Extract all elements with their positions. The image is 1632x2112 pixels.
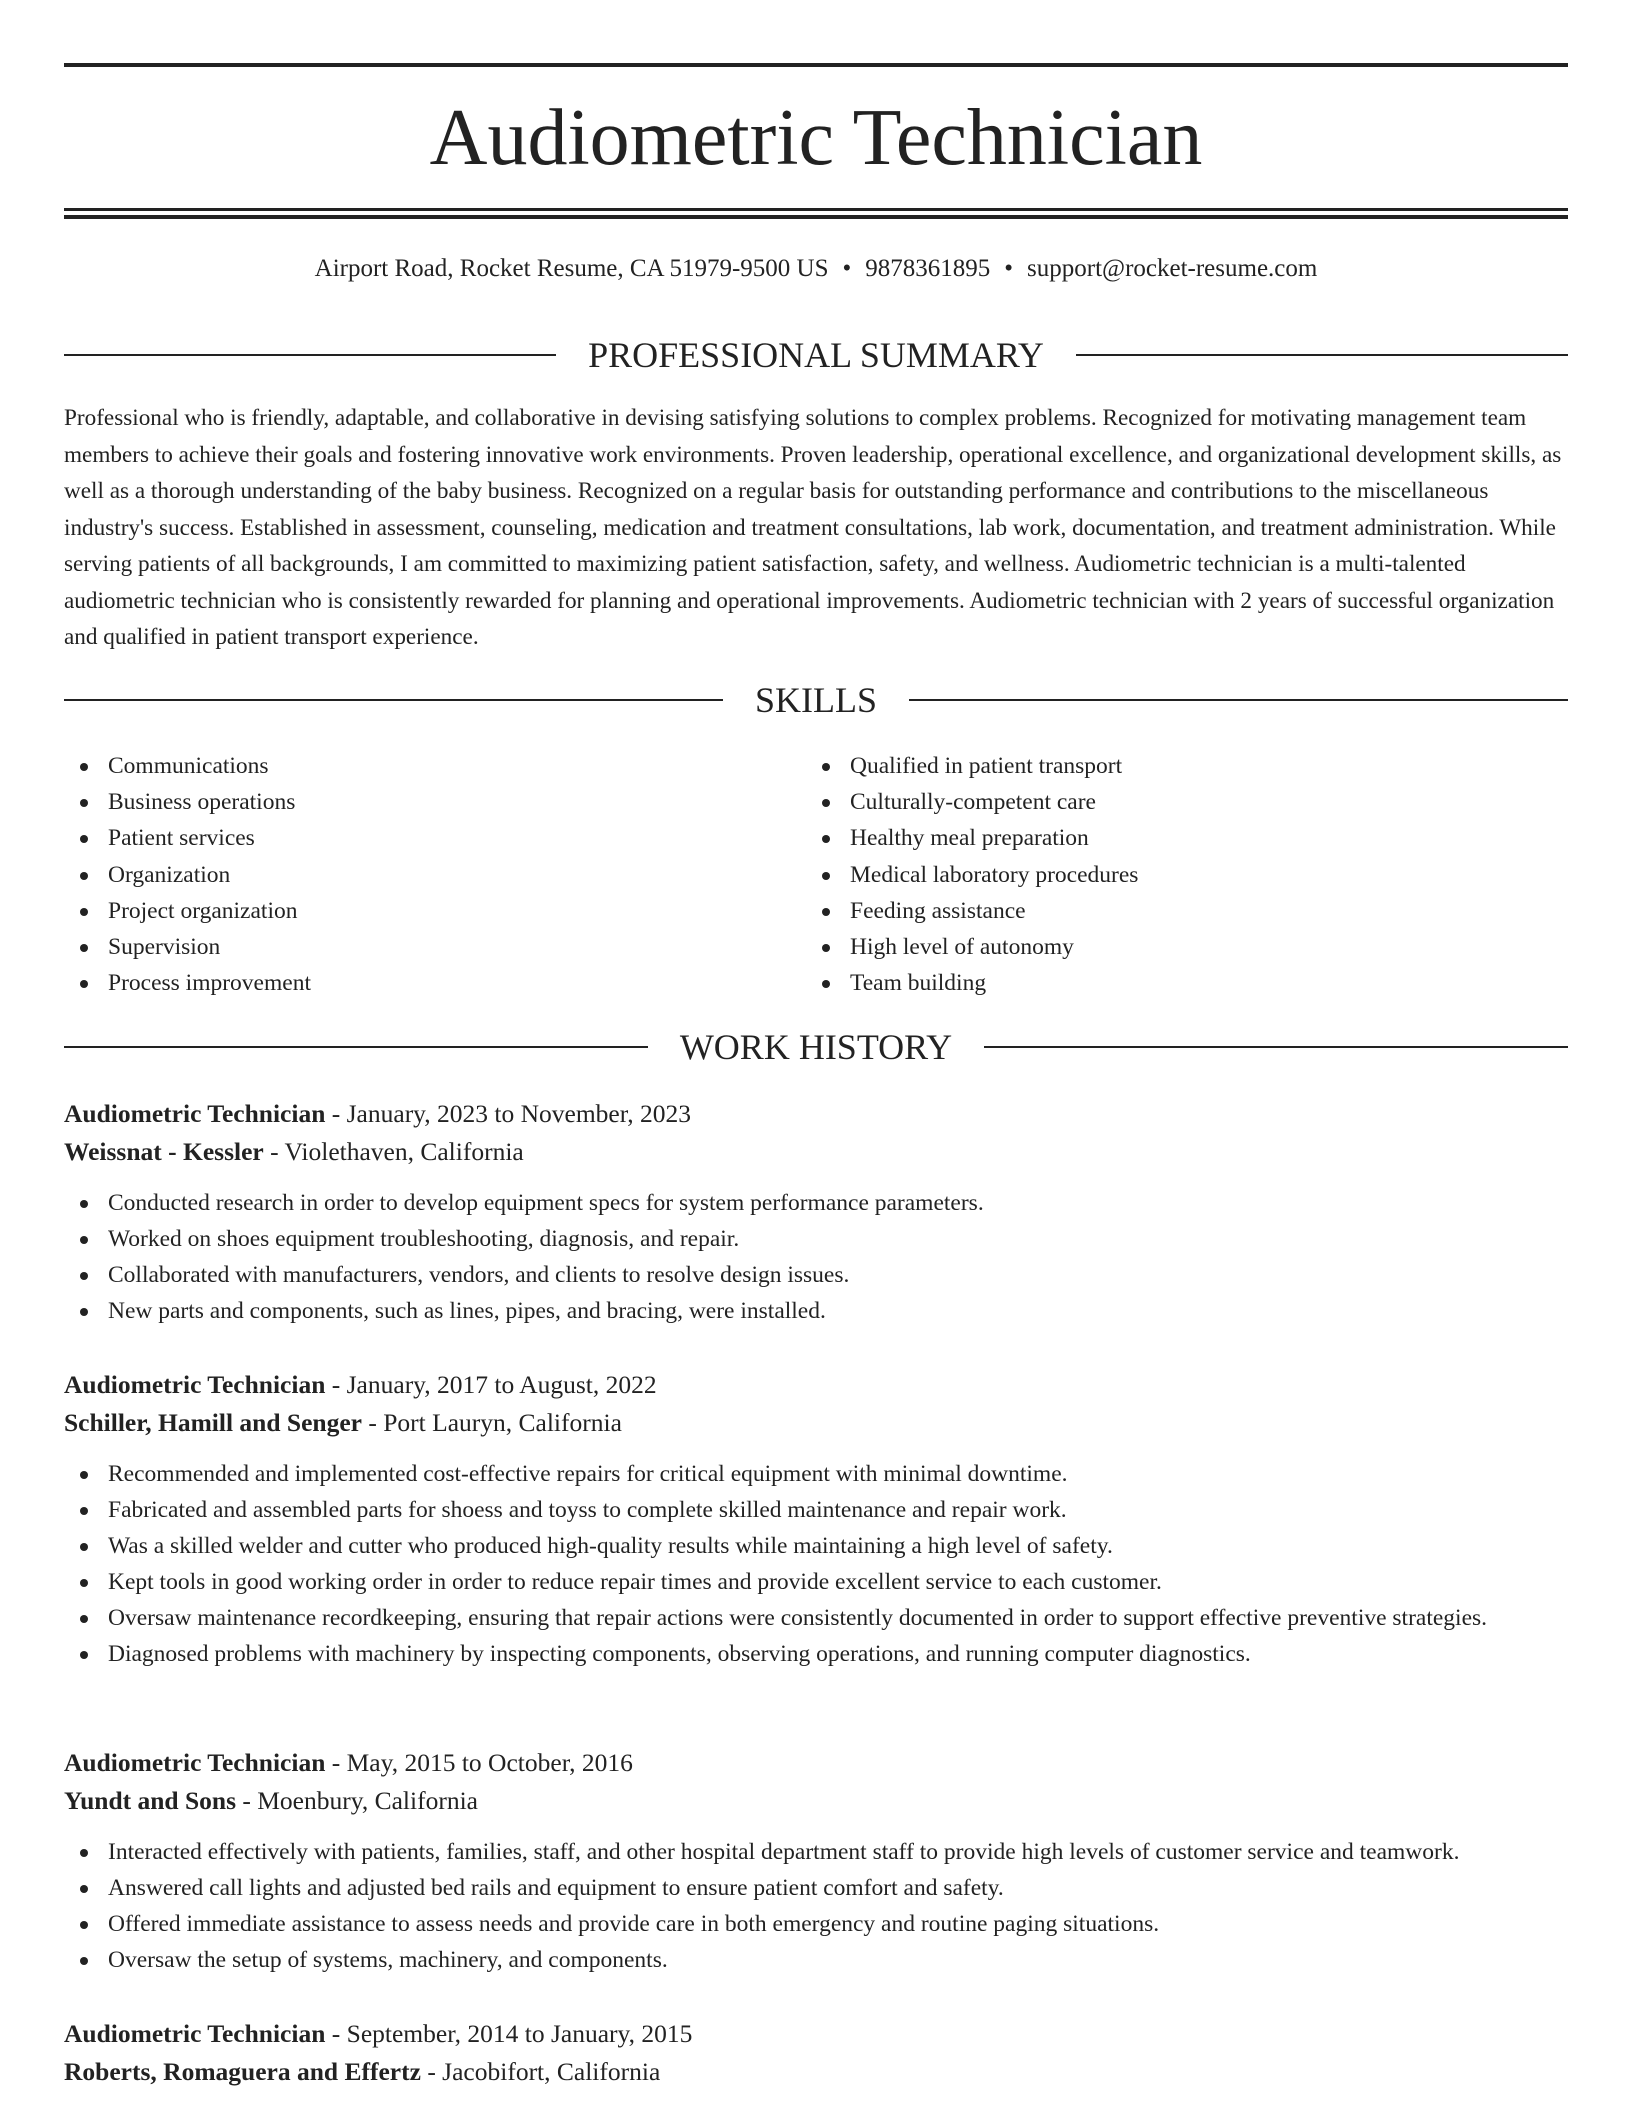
skills-list-left [64, 748, 764, 1001]
skill-item: Process improvement [64, 965, 764, 1001]
phone[interactable]: 9878361895 [865, 255, 991, 282]
job-bullet: Offered immediate assistance to assess needs and provide care in both emergency and routine paging situations. [64, 1906, 1568, 1942]
job-title-line [64, 1366, 1568, 1404]
job-title-line [64, 1095, 1568, 1133]
skills-list-right [806, 748, 1566, 1001]
job-bullet: Interacted effectively with patients, families, staff, and other hospital department staff to provide high levels of customer service and teamwork. [64, 1834, 1568, 1870]
skill-item: Project organization [64, 893, 764, 929]
job-bullets [64, 1456, 1568, 1672]
job-entry [64, 1366, 1568, 1672]
skill-item: Organization [64, 857, 764, 893]
job-bullet: Kept tools in good working order in order to reduce repair times and provide excellent service to each customer. [64, 1564, 1568, 1600]
job-company-line [64, 1133, 1568, 1171]
skill-item: Communications [64, 748, 764, 784]
job-company-line [64, 2053, 1568, 2091]
skill-item: Qualified in patient transport [806, 748, 1566, 784]
company-location: - Violethaven, California [263, 1137, 524, 1166]
job-dates: - January, 2017 to August, 2022 [325, 1370, 657, 1399]
skill-item: Supervision [64, 929, 764, 965]
skill-item: Medical laboratory procedures [806, 857, 1566, 893]
job-bullet: Was a skilled welder and cutter who produced high-quality results while maintaining a high level of safety. [64, 1528, 1568, 1564]
skill-item: Business operations [64, 784, 764, 820]
resume-name: Audiometric Technician [429, 94, 1203, 182]
summary-section-header [64, 333, 1568, 377]
divider [984, 1046, 1568, 1048]
job-bullet: New parts and components, such as lines, pipes, and bracing, were installed. [64, 1293, 1568, 1329]
work-history-section-header [64, 1025, 1568, 1069]
top-rule [64, 63, 1568, 67]
skill-item: Feeding assistance [806, 893, 1566, 929]
job-entry [64, 1744, 1568, 1978]
skill-item: Team building [806, 965, 1566, 1001]
company-location: - Port Lauryn, California [362, 1408, 622, 1437]
job-title: Audiometric Technician [64, 1748, 326, 1777]
job-bullet: Worked on shoes equipment troubleshooting, diagnosis, and repair. [64, 1221, 1568, 1257]
skill-item: High level of autonomy [806, 929, 1566, 965]
company-location: - Jacobifort, California [420, 2057, 661, 2086]
divider [64, 354, 556, 356]
separator: • [842, 255, 852, 282]
section-title: WORK HISTORY [679, 1027, 953, 1067]
job-company-line [64, 1782, 1568, 1820]
double-rule [64, 208, 1568, 219]
job-bullets [64, 1834, 1568, 1978]
company-name: Yundt and Sons [64, 1786, 237, 1815]
job-dates: - September, 2014 to January, 2015 [325, 2019, 693, 2048]
divider [1076, 354, 1568, 356]
job-bullet: Conducted research in order to develop equipment specs for system performance parameters. [64, 1185, 1568, 1221]
job-title: Audiometric Technician [64, 1370, 326, 1399]
divider [909, 699, 1568, 701]
job-bullet: Diagnosed problems with machinery by inspecting components, observing operations, and running computer diagnostics. [64, 1636, 1568, 1672]
company-name: Schiller, Hamill and Senger [64, 1408, 362, 1437]
company-name: Weissnat - Kessler [64, 1137, 264, 1166]
summary-text: Professional who is friendly, adaptable, and collaborative in devising satisfying solutions to complex problems. Recognized for motivating management team members to achieve their goals and fostering innovative work environments. Proven leadership, operational excellence, and organizational development skills, as well as a thorough understanding of the baby business. Recognized on a regular basis for outstanding performance and contributions to the miscellaneous industry's success. Established in assessment, counseling, medication and treatment consultations, lab work, documentation, and treatment administration. While serving patients of all backgrounds, I am committed to maximizing patient satisfaction, safety, and wellness. Audiometric technician is a multi-talented audiometric technician who is consistently rewarded for planning and operational improvements. Audiometric technician with 2 years of successful organization and qualified in patient transport experience. [64, 405, 1562, 650]
job-bullet: Collaborated with manufacturers, vendors, and clients to resolve design issues. [64, 1257, 1568, 1293]
job-entry [64, 1095, 1568, 1329]
company-name: Roberts, Romaguera and Effertz [64, 2057, 421, 2086]
section-title: PROFESSIONAL SUMMARY [588, 335, 1044, 375]
job-bullet: Oversaw the setup of systems, machinery, and components. [64, 1942, 1568, 1978]
contact-line [64, 252, 1568, 286]
divider [64, 1046, 648, 1048]
job-company-line [64, 1404, 1568, 1442]
job-title-line [64, 2015, 1568, 2053]
section-title: SKILLS [755, 680, 878, 720]
job-bullet: Oversaw maintenance recordkeeping, ensuring that repair actions were consistently documented in order to support effective preventive strategies. [64, 1600, 1568, 1636]
job-bullet: Recommended and implemented cost-effective repairs for critical equipment with minimal downtime. [64, 1456, 1568, 1492]
job-entry [64, 2015, 1568, 2091]
skill-item: Culturally-competent care [806, 784, 1566, 820]
skills-section-header [64, 678, 1568, 722]
job-bullets [64, 1185, 1568, 1329]
job-title-line [64, 1744, 1568, 1782]
separator: • [1004, 255, 1014, 282]
company-location: - Moenbury, California [236, 1786, 478, 1815]
job-title: Audiometric Technician [64, 2019, 326, 2048]
skill-item: Healthy meal preparation [806, 820, 1566, 856]
job-dates: - January, 2023 to November, 2023 [325, 1099, 691, 1128]
job-title: Audiometric Technician [64, 1099, 326, 1128]
job-bullet: Fabricated and assembled parts for shoess and toyss to complete skilled maintenance and repair work. [64, 1492, 1568, 1528]
address: Airport Road, Rocket Resume, CA 51979-9500 US [314, 255, 829, 282]
job-dates: - May, 2015 to October, 2016 [325, 1748, 633, 1777]
skill-item: Patient services [64, 820, 764, 856]
email[interactable]: support@rocket-resume.com [1027, 255, 1318, 282]
divider [64, 699, 723, 701]
job-bullet: Answered call lights and adjusted bed rails and equipment to ensure patient comfort and safety. [64, 1870, 1568, 1906]
